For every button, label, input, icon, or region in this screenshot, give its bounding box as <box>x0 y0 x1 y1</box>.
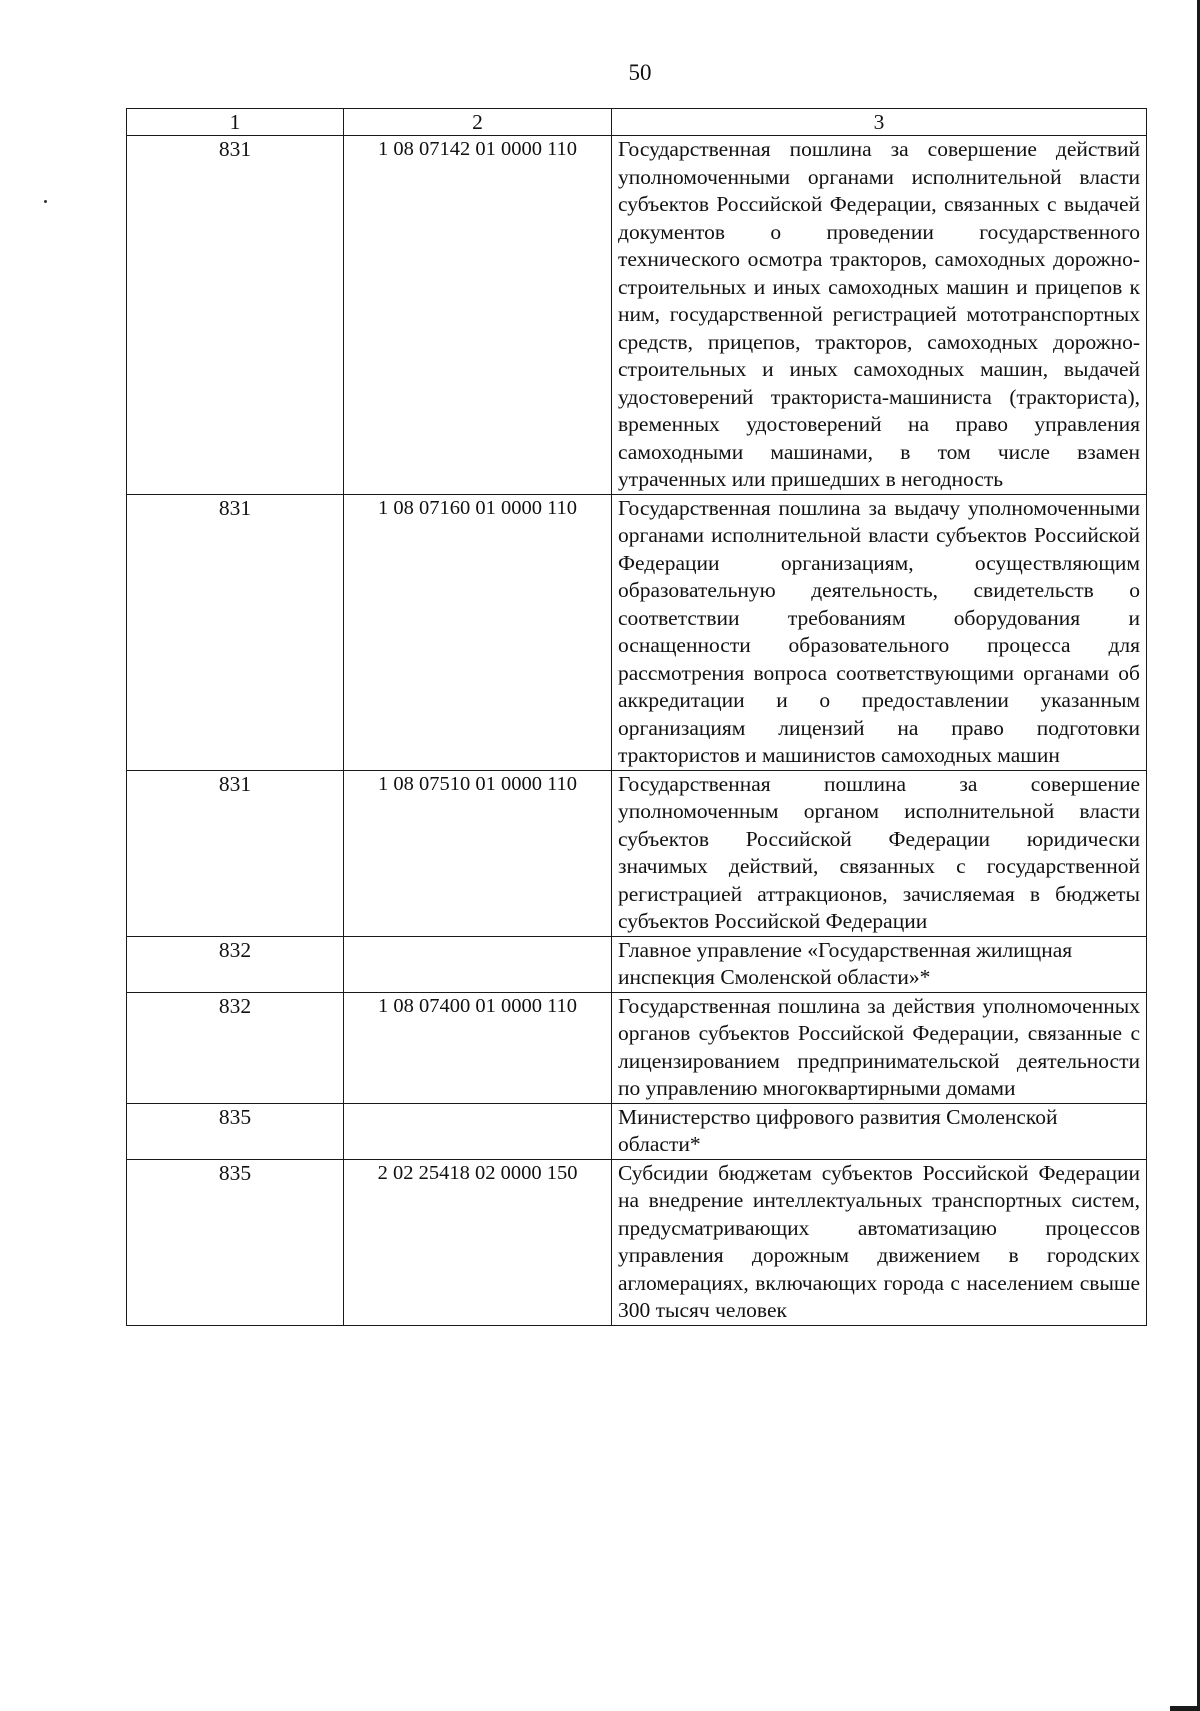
kbk-code-cell: 1 08 07510 01 0000 110 <box>344 770 612 936</box>
kbk-code-cell: 1 08 07400 01 0000 110 <box>344 992 612 1103</box>
table-row <box>127 1103 1147 1159</box>
admin-code-cell: 835 <box>127 1103 344 1159</box>
page-number: 50 <box>628 60 652 85</box>
table-row <box>127 936 1147 992</box>
kbk-code-cell <box>344 1103 612 1159</box>
table-header-row <box>127 109 1147 136</box>
admin-code-cell: 831 <box>127 494 344 770</box>
admin-code-cell: 832 <box>127 936 344 992</box>
admin-code-cell: 835 <box>127 1159 344 1325</box>
administrator-name-cell: Министерство цифрового развития Смоленской области* <box>612 1103 1147 1159</box>
kbk-code-cell: 1 08 07142 01 0000 110 <box>344 136 612 495</box>
admin-code-cell: 831 <box>127 770 344 936</box>
table-row <box>127 1159 1147 1325</box>
scan-speck <box>44 200 47 203</box>
administrator-name-cell: Главное управление «Государственная жилищная инспекция Смоленской области»* <box>612 936 1147 992</box>
kbk-code-cell <box>344 936 612 992</box>
scan-mark <box>1170 1706 1200 1711</box>
revenue-name-cell: Государственная пошлина за выдачу уполномоченными органами исполнительной власти субъектов Российской Федерации организациям, осуществляющим образовательную деятельность, свидетельств о соответствии требованиям оборудования и оснащенности образовательного процесса для рассмотрения вопроса соответствующими органами об аккредитации и о предоставлении указанным организациям лицензий на право подготовки трактористов и машинистов самоходных машин <box>612 494 1147 770</box>
table-row <box>127 494 1147 770</box>
table-row <box>127 770 1147 936</box>
admin-code-cell: 832 <box>127 992 344 1103</box>
table-row <box>127 136 1147 495</box>
admin-code-cell: 831 <box>127 136 344 495</box>
column-header-2: 2 <box>344 109 612 136</box>
table-row <box>127 992 1147 1103</box>
kbk-code-cell: 2 02 25418 02 0000 150 <box>344 1159 612 1325</box>
column-header-1: 1 <box>127 109 344 136</box>
kbk-code-cell: 1 08 07160 01 0000 110 <box>344 494 612 770</box>
revenue-name-cell: Государственная пошлина за совершение уполномоченным органом исполнительной власти субъектов Российской Федерации юридически значимых действий, связанных с государственной регистрацией аттракционов, зачисляемая в бюджеты субъектов Российской Федерации <box>612 770 1147 936</box>
revenue-codes-table <box>126 108 1147 1326</box>
revenue-name-cell: Субсидии бюджетам субъектов Российской Федерации на внедрение интеллектуальных транспортных систем, предусматривающих автоматизацию процессов управления дорожным движением в городских агломерациях, включающих города с населением свыше 300 тысяч человек <box>612 1159 1147 1325</box>
revenue-name-cell: Государственная пошлина за действия уполномоченных органов субъектов Российской Федерации, связанные с лицензированием предпринимательской деятельности по управлению многоквартирными домами <box>612 992 1147 1103</box>
revenue-name-cell: Государственная пошлина за совершение действий уполномоченными органами исполнительной власти субъектов Российской Федерации, связанных с выдачей документов о проведении государственного технического осмотра тракторов, самоходных дорожно-строительных и иных самоходных машин и прицепов к ним, государственной регистрацией мототранспортных средств, прицепов, тракторов, самоходных дорожно-строительных и иных самоходных машин, выдачей удостоверений тракториста-машиниста (тракториста), временных удостоверений на право управления самоходными машинами, в том числе взамен утраченных или пришедших в негодность <box>612 136 1147 495</box>
column-header-3: 3 <box>612 109 1147 136</box>
